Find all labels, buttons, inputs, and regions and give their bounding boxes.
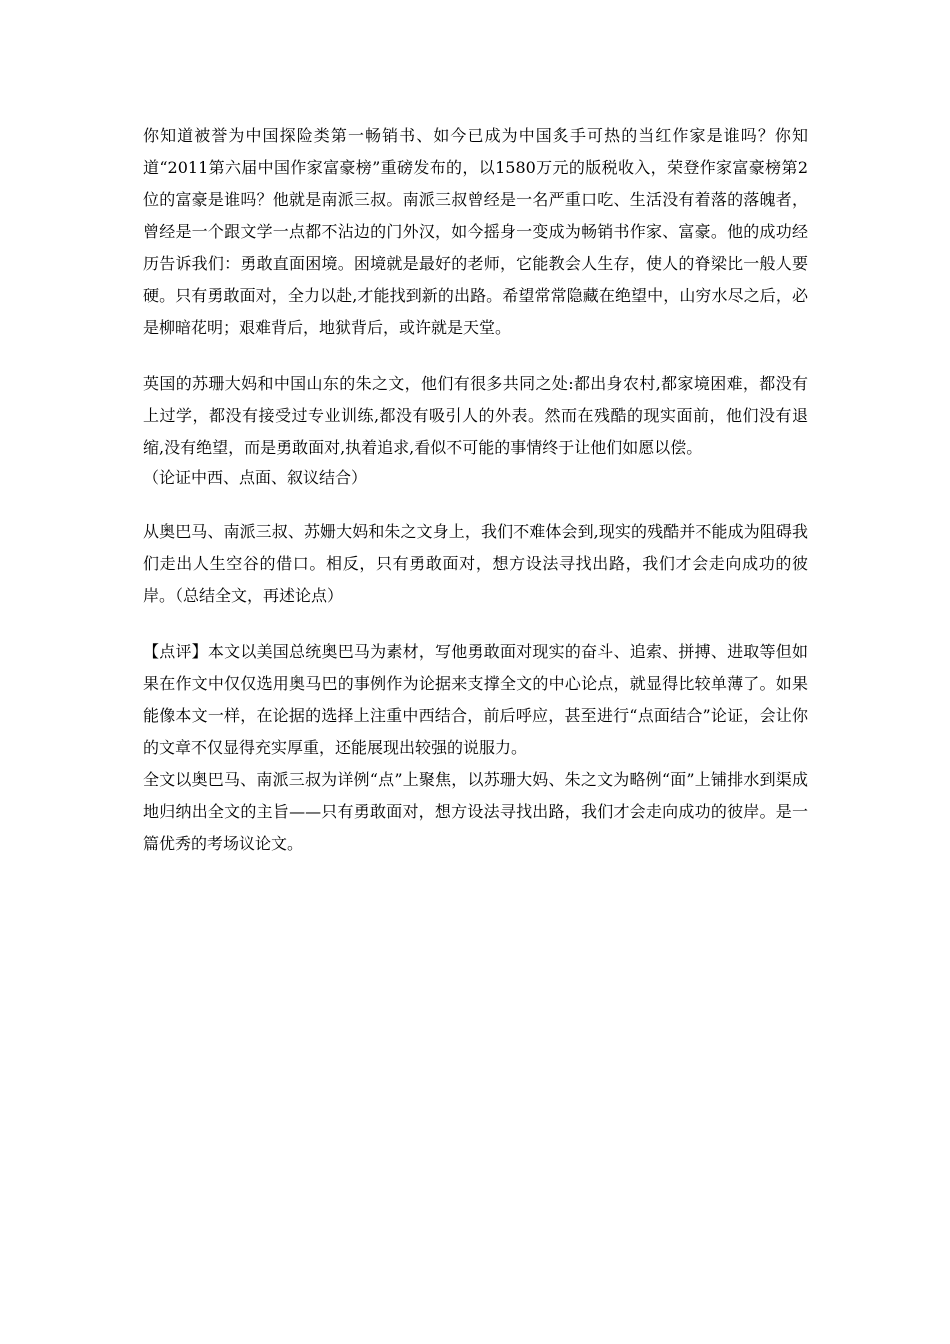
document-body [143, 120, 808, 860]
paragraph-commentary: 【点评】本文以美国总统奥巴马为素材，写他勇敢面对现实的奋斗、追索、拼搏、进取等但如果在作文中仅仅选用奥马巴的事例作为论据来支撑全文的中心论点，就显得比较单薄了。如果能像本文一样，在论据的选择上注重中西结合，前后呼应，甚至进行“点面结合”论证，会让你的文章不仅显得充实厚重，还能展现出较强的说服力。 [143, 642, 808, 757]
paragraph-note: （论证中西、点面、叙议结合） [143, 468, 368, 487]
paragraph-gap [143, 344, 808, 368]
paragraph-susan-zhu: 英国的苏珊大妈和中国山东的朱之文，他们有很多共同之处:都出身农村,都家境困难，都没有上过学，都没有接受过专业训练,都没有吸引人的外表。然而在残酷的现实面前，他们没有退缩,没有绝望，而是勇敢面对,执着追求,看似不可能的事情终于让他们如愿以偿。 [143, 374, 808, 457]
paragraph-nanpai-sanshu: 你知道被誉为中国探险类第一畅销书、如今已成为中国炙手可热的当红作家是谁吗？你知道“2011第六届中国作家富豪榜”重磅发布的，以1580万元的版税收入，荣登作家富豪榜第2位的富豪是谁吗？他就是南派三叔。南派三叔曾经是一名严重口吃、生活没有着落的落魄者，曾经是一个跟文学一点都不沾边的门外汉，如今摇身一变成为畅销书作家、富豪。他的成功经历告诉我们：勇敢直面困境。困境就是最好的老师，它能教会人生存，使人的脊梁比一般人要硬。只有勇敢面对，全力以赴,才能找到新的出路。希望常常隐藏在绝望中，山穷水尽之后，必是柳暗花明；艰难背后，地狱背后，或许就是天堂。 [143, 126, 808, 337]
paragraph-gap [143, 612, 808, 636]
paragraph-conclusion: 从奥巴马、南派三叔、苏姗大妈和朱之文身上，我们不难体会到,现实的残酷并不能成为阻碍我们走出人生空谷的借口。相反，只有勇敢面对，想方设法寻找出路，我们才会走向成功的彼岸。（总结全文，再述论点） [143, 522, 808, 605]
paragraph-summary: 全文以奥巴马、南派三叔为详例“点”上聚焦，以苏珊大妈、朱之文为略例“面”上铺排水到渠成地归纳出全文的主旨——只有勇敢面对，想方设法寻找出路，我们才会走向成功的彼岸。是一篇优秀的考场议论文。 [143, 770, 808, 853]
paragraph-gap [143, 492, 808, 516]
